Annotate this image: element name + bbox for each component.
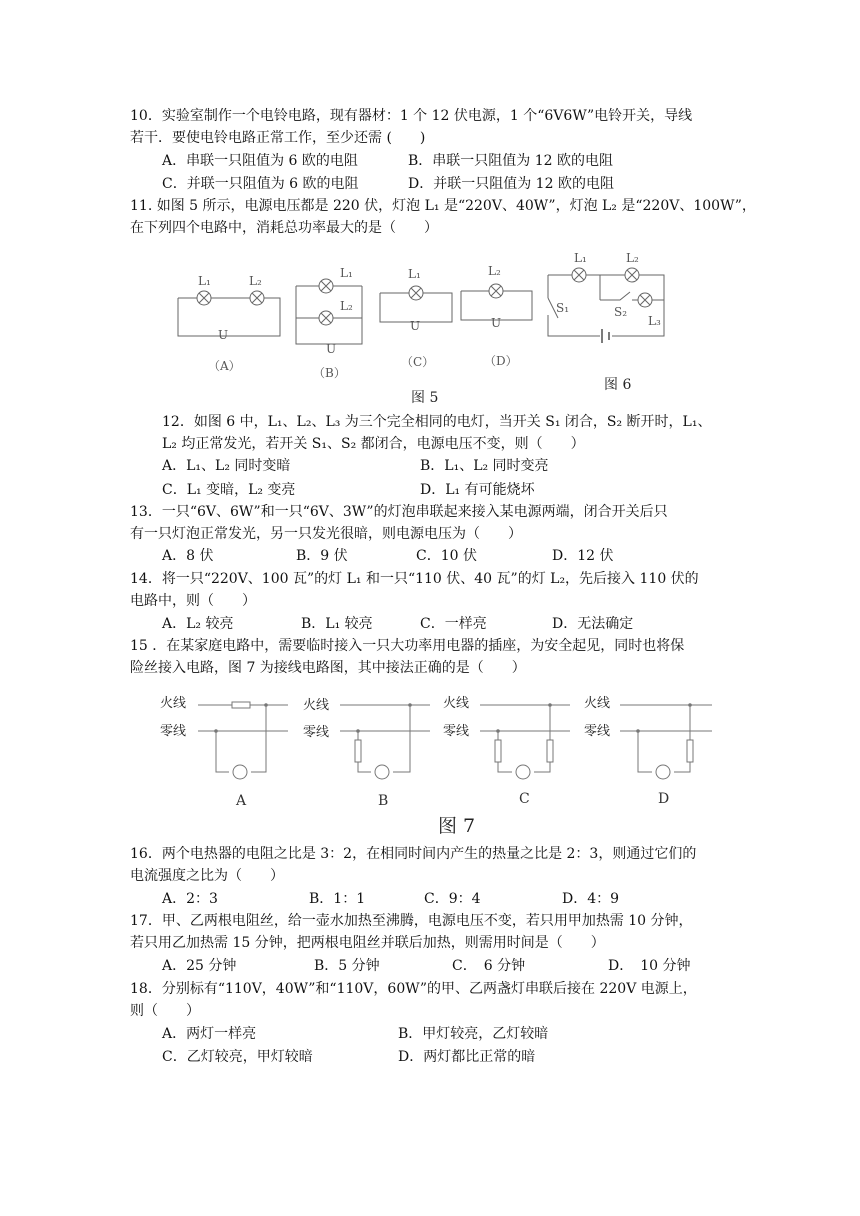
- q15-line2: 险丝接入电路，图 7 为接线电路图，其中接法正确的是（ ）: [130, 660, 526, 676]
- q14-line1: 14．将一只“220V、100 瓦”的灯 L₁ 和一只“110 伏、40 瓦”的灯 L₂，先后接入 110 伏的: [130, 571, 699, 587]
- q18-line2: 则（ ）: [130, 1003, 200, 1019]
- q14-option-d: D．无法确定: [552, 616, 634, 632]
- fig7a-zero-label: 零线: [160, 724, 187, 739]
- fig7-label-c: C: [519, 791, 530, 807]
- q12-option-b: B．L₁、L₂ 同时变亮: [420, 458, 549, 474]
- fig5-title: 图 5: [411, 390, 439, 406]
- fig7d-zero-label: 零线: [584, 724, 611, 739]
- q10-line1: 10．实验室制作一个电铃电路，现有器材：1 个 12 伏电源，1 个“6V6W”电铃开关，导线: [130, 108, 693, 124]
- q13-line2: 有一只灯泡正常发光，另一只发光很暗，则电源电压为（ ）: [130, 526, 522, 542]
- fig5b-u-label: U: [326, 342, 337, 356]
- q18-option-b: B．甲灯较亮，乙灯较暗: [398, 1026, 549, 1042]
- q17-option-a: A．25 分钟: [162, 958, 237, 974]
- q12-option-d: D．L₁ 有可能烧坏: [420, 482, 535, 498]
- q16-option-c: C．9：4: [424, 891, 481, 907]
- fig6-s2-label: S₂: [614, 305, 628, 319]
- q14-option-a: A．L₂ 较亮: [162, 616, 234, 632]
- fig7a-fire-label: 火线: [160, 696, 187, 711]
- q18-option-c: C．乙灯较亮，甲灯较暗: [162, 1049, 313, 1065]
- fig7-label-d: D: [658, 791, 670, 807]
- fig5d-u-label: U: [491, 316, 502, 330]
- fig7-title: 图 7: [438, 815, 476, 837]
- fig6-l3-label: L₃: [648, 314, 661, 328]
- q18-option-a: A．两灯一样亮: [162, 1026, 257, 1042]
- q13-option-a: A．8 伏: [162, 548, 214, 564]
- q13-option-d: D．12 伏: [552, 548, 614, 564]
- q13-line1: 13．一只“6V、6W”和一只“6V、3W”的灯泡串联起来接入某电源两端，闭合开关后只: [130, 504, 668, 520]
- fig7d-fire-label: 火线: [584, 696, 611, 711]
- q16-line2: 电流强度之比为（ ）: [130, 868, 284, 884]
- fig7c-zero-label: 零线: [443, 724, 470, 739]
- q10-option-a: A．串联一只阻值为 6 欧的电阻: [162, 153, 358, 169]
- fig6-l2-label: L₂: [626, 251, 639, 265]
- fig5c-caption: （C）: [401, 355, 435, 369]
- fig6-l1-label: L₁: [574, 251, 587, 265]
- q16-option-a: A．2：3: [162, 891, 218, 907]
- fig5d-l2-label: L₂: [488, 264, 501, 278]
- q12-line1: 12．如图 6 中，L₁、L₂、L₃ 为三个完全相同的电灯，当开关 S₁ 闭合，S₂ 断开时，L₁、: [162, 414, 712, 430]
- fig5a-l2-label: L₂: [249, 274, 262, 288]
- q13-option-c: C．10 伏: [416, 548, 477, 564]
- fig5d-caption: （D）: [484, 354, 518, 368]
- q11-line2: 在下列四个电路中，消耗总功率最大的是（ ）: [130, 220, 438, 236]
- q10-line2: 若干．要使电铃电路正常工作，至少还需 ( ): [130, 130, 426, 146]
- fig5c-l1-label: L₁: [408, 267, 421, 281]
- fig5a-caption: （A）: [208, 359, 241, 373]
- q18-line1: 18．分别标有“110V，40W”和“110V，60W”的甲、乙两盏灯串联后接在 220V 电源上，: [130, 981, 697, 997]
- q16-option-b: B．1：1: [309, 891, 366, 907]
- q16-line1: 16．两个电热器的电阻之比是 3：2，在相同时间内产生的热量之比是 2：3，则通过它们的: [130, 846, 697, 862]
- fig5c-u-label: U: [410, 319, 421, 333]
- q15-line1: 15 ．在某家庭电路中，需要临时接入一只大功率用电器的插座，为安全起见，同时也将保: [130, 638, 685, 654]
- q10-option-c: C．并联一只阻值为 6 欧的电阻: [162, 176, 359, 192]
- q10-option-d: D．并联一只阻值为 12 欧的电阻: [408, 176, 614, 192]
- q12-option-c: C．L₁ 变暗，L₂ 变亮: [162, 482, 296, 498]
- fig7b-zero-label: 零线: [303, 725, 330, 740]
- fig6-s1-label: S₁: [556, 301, 570, 315]
- q18-option-d: D．两灯都比正常的暗: [398, 1049, 536, 1065]
- q14-option-c: C．一样亮: [420, 616, 487, 632]
- fig6-title: 图 6: [604, 377, 632, 393]
- q16-option-d: D．4：9: [562, 891, 620, 907]
- q17-line1: 17．甲、乙两根电阻丝，给一壶水加热至沸腾，电源电压不变，若只用甲加热需 10 分钟，: [130, 913, 693, 929]
- q11-line1: 11. 如图 5 所示，电源电压都是 220 伏，灯泡 L₁ 是“220V、40W”，灯泡 L₂ 是“220V、100W”，: [130, 198, 756, 214]
- q14-line2: 电路中，则（ ）: [130, 593, 256, 609]
- fig7-label-b: B: [378, 793, 389, 809]
- q10-option-b: B．串联一只阻值为 12 欧的电阻: [408, 153, 614, 169]
- fig7c-fire-label: 火线: [443, 696, 470, 711]
- fig7b-fire-label: 火线: [303, 698, 330, 713]
- fig5a-u-label: U: [218, 328, 229, 342]
- q17-option-d: D． 10 分钟: [608, 958, 691, 974]
- q12-line2: L₂ 均正常发光，若开关 S₁、S₂ 都闭合，电源电压不变，则（ ）: [162, 436, 585, 452]
- fig5b-caption: （B）: [313, 366, 346, 380]
- fig5a-l1-label: L₁: [198, 274, 211, 288]
- q13-option-b: B．9 伏: [296, 548, 348, 564]
- fig5b-l1-label: L₁: [340, 266, 353, 280]
- q17-option-c: C． 6 分钟: [452, 958, 526, 974]
- q12-option-a: A．L₁、L₂ 同时变暗: [162, 458, 291, 474]
- fig5b-l2-label: L₂: [340, 299, 353, 313]
- q17-option-b: B．5 分钟: [314, 958, 380, 974]
- q14-option-b: B．L₁ 较亮: [301, 616, 373, 632]
- q17-line2: 若只用乙加热需 15 分钟，把两根电阻丝并联后加热，则需用时间是（ ）: [130, 935, 605, 951]
- fig7-label-a: A: [236, 793, 247, 809]
